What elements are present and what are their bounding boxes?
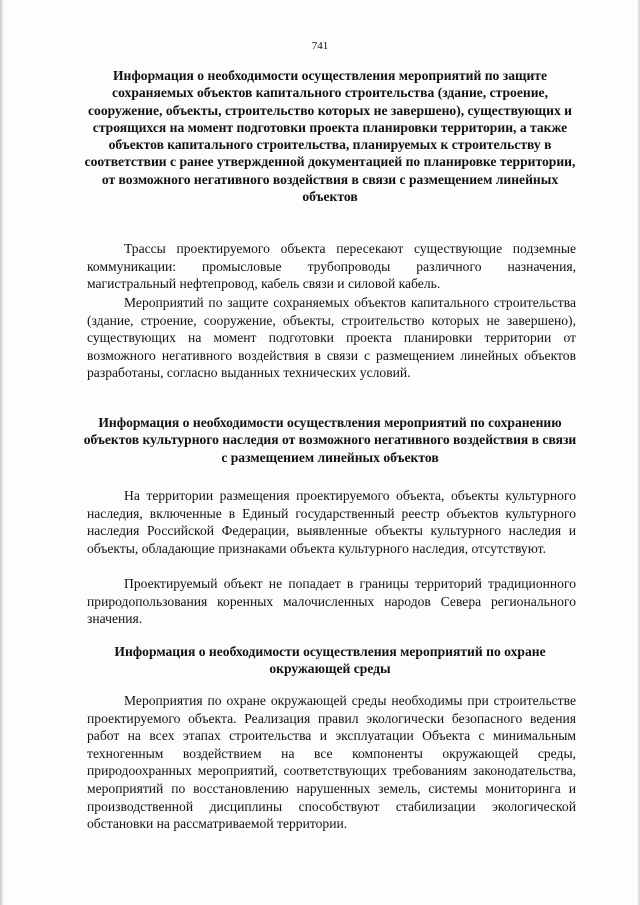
section-heading-environmental-protection: Информация о необходимости осуществления мероприятий по охране окружающей среды bbox=[114, 644, 546, 677]
paragraph-cultural-heritage-absent: На территории размещения проектируемого объекта, объекты культурного наследия, включенные в Единый государственный реестр объектов культурного наследия Российской Федерации, выявленные объекты культурного наследия и объекты, обладающие признаками объекта культурного наследия, отсутствуют. bbox=[87, 488, 576, 556]
paragraph-protection-measures: Мероприятий по защите сохраняемых объектов капитального строительства (здание, строение, сооружение, объекты, строительство которых не завершено), существующих на момент подготовки проекта планировки территории от возможного негативного воздействия в связи с размещением линейных объектов разработаны, согласно выданных технических условий. bbox=[87, 295, 576, 381]
section-heading-protection-of-capital-objects: Информация о необходимости осуществления мероприятий по защите сохраняемых объектов капитального строительства (здание, строение, сооружение, объекты, строительство которых не завершено), существующих и строящихся на момент подготовки проекта планировки территории, а также объектов капитального строительства, планируемых к строительству в соответствии с ранее утвержденной документацией по планировке территории, от возможного негативного воздействия в связи с размещением линейных объектов bbox=[84, 68, 576, 205]
paragraph-route-crossings: Трассы проектируемого объекта пересекают существующие подземные коммуникации: промысловые трубопроводы различного назначения, магистральный нефтепровод, кабель связи и силовой кабель. bbox=[87, 241, 576, 292]
page-number: 741 bbox=[311, 40, 329, 52]
paragraph-traditional-land-use: Проектируемый объект не попадает в границы территорий традиционного природопользования коренных малочисленных народов Севера регионального значения. bbox=[87, 576, 576, 627]
paragraph-environmental-measures: Мероприятия по охране окружающей среды необходимы при строительстве проектируемого объекта. Реализация правил экологически безопасного ведения работ на всех этапах строительства и эксплуатации Объекта с минимальным техногенным воздействием на все компоненты окружающей среды, природоохранных мероприятий, соответствующих требованиям законодательства, мероприятий по восстановлению нарушенных земель, системы мониторинга и производственной дисциплины способствуют стабилизации экологической обстановки на рассматриваемой территории. bbox=[87, 693, 576, 832]
section-heading-cultural-heritage: Информация о необходимости осуществления мероприятий по сохранению объектов культурного наследия от возможного негативного воздействия в связи с размещением линейных объектов bbox=[83, 415, 577, 465]
scan-edge-left bbox=[0, 0, 4, 905]
